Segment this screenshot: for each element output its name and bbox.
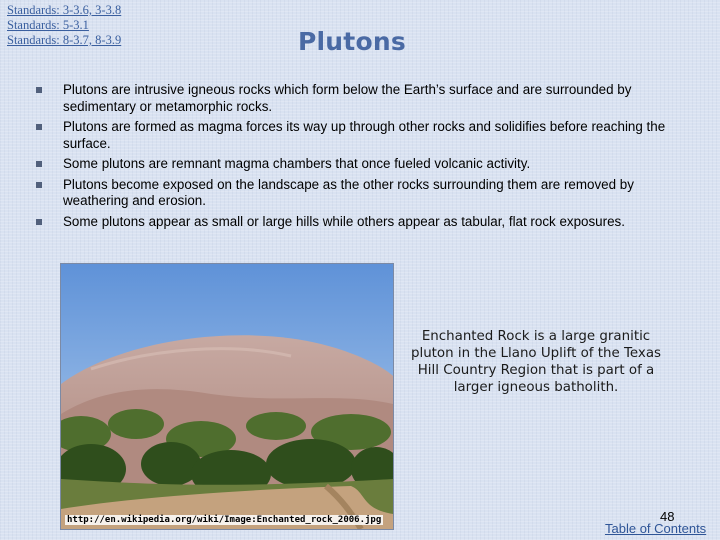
standards-link-1[interactable]: Standards: 3-3.6, 3-3.8 [7,3,122,17]
square-bullet-icon [36,87,42,93]
bullet-text: Plutons become exposed on the landscape as the other rocks surrounding them are removed by weathering and erosion. [63,176,634,208]
square-bullet-icon [36,219,42,225]
standards-links [7,3,121,48]
photo-caption: Enchanted Rock is a large granitic pluton in the Llano Uplift of the Texas Hill Country Region that is part of a larger igneous batholith. [410,329,662,395]
bullet-item [36,82,686,115]
bullet-text: Plutons are formed as magma forces its way up through other rocks and solidifies before reaching the surface. [63,119,666,151]
square-bullet-icon [36,161,42,167]
standards-link-3[interactable]: Standards: 8-3.7, 8-3.9 [7,33,122,47]
bullet-item [36,177,686,210]
table-of-contents-link[interactable]: Table of Contents [605,521,707,536]
bullet-item [36,214,686,231]
square-bullet-icon [36,124,42,130]
photo-credit-url: http://en.wikipedia.org/wiki/Image:Enchanted_rock_2006.jpg [67,515,382,525]
standards-link-2[interactable]: Standards: 5-3.1 [7,18,89,32]
bullet-list [36,82,686,234]
bullet-text: Some plutons appear as small or large hills while others appear as tabular, flat rock exposures. [63,213,625,229]
bullet-item [36,156,686,173]
enchanted-rock-photo [60,263,394,530]
bullet-text: Plutons are intrusive igneous rocks which form below the Earth’s surface and are surrounded by sedimentary or metamorphic rocks. [63,82,632,114]
bullet-text: Some plutons are remnant magma chambers that once fueled volcanic activity. [63,156,531,171]
page-number: 48 [660,509,675,524]
square-bullet-icon [36,182,42,188]
landscape-illustration [61,264,393,529]
bullet-item [36,119,686,152]
slide-title: Plutons [298,27,406,56]
